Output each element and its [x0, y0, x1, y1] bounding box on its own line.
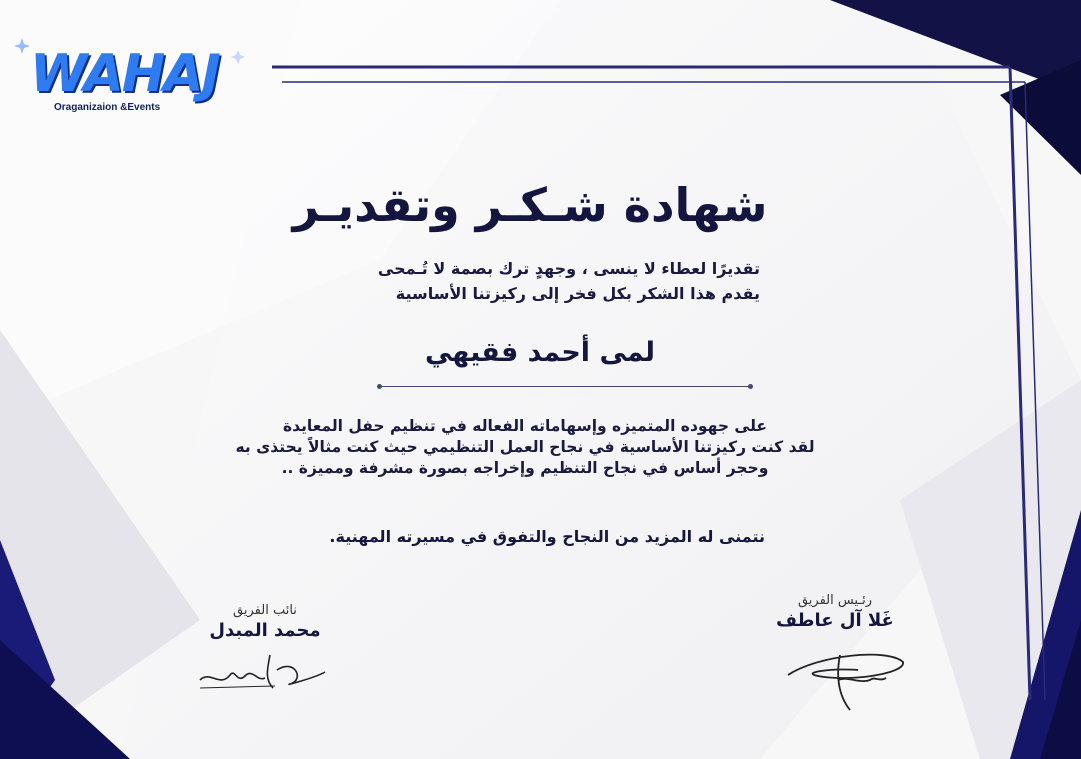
logo-wordmark: WAHAJ [30, 44, 219, 104]
signature-role-right: رئـيس الفريق [797, 593, 873, 608]
body-line-1: على جهوده المتميزه وإسهاماته الفعاله في تنظيم حفل المعايدة [282, 417, 768, 435]
signature-role-left: نائب الفريق [233, 603, 297, 618]
recipient-divider [380, 386, 750, 387]
intro-text [300, 256, 760, 306]
recipient-name: لمى أحمد فقيهي [424, 337, 656, 368]
handwritten-signature-left [195, 650, 335, 695]
body-text [210, 416, 840, 479]
intro-line-2: يقدم هذا الشكر بكل فخر إلى ركيزتنا الأساسية [395, 284, 760, 303]
body-line-2: لقد كنت ركيزتنا الأساسية في نجاح العمل التنظيمي حيث كنت مثالاً يحتذى به [235, 438, 815, 456]
closing-wish: نتمنى له المزيد من النجاح والتفوق في مسيرته المهنية. [329, 527, 765, 546]
signature-name-right: غَلا آل عاطف [776, 610, 894, 631]
intro-line-1: تقديرًا لعطاء لا ينسى ، وجهدٍ ترك بصمة لا تُـمحى [377, 259, 760, 278]
body-line-3: وحجر أساس في نجاح التنظيم وإخراجه بصورة مشرفة ومميزة .. [281, 459, 769, 477]
signature-block-left [190, 603, 340, 641]
signature-block-right [755, 593, 915, 631]
signature-name-left: محمد المبدل [209, 620, 321, 641]
wahaj-logo [16, 38, 276, 118]
logo-tagline: Oraganizaion &Events [54, 102, 161, 113]
handwritten-signature-right [778, 640, 908, 715]
certificate-title: شهادة شـكـر وتقديـر [292, 178, 768, 232]
